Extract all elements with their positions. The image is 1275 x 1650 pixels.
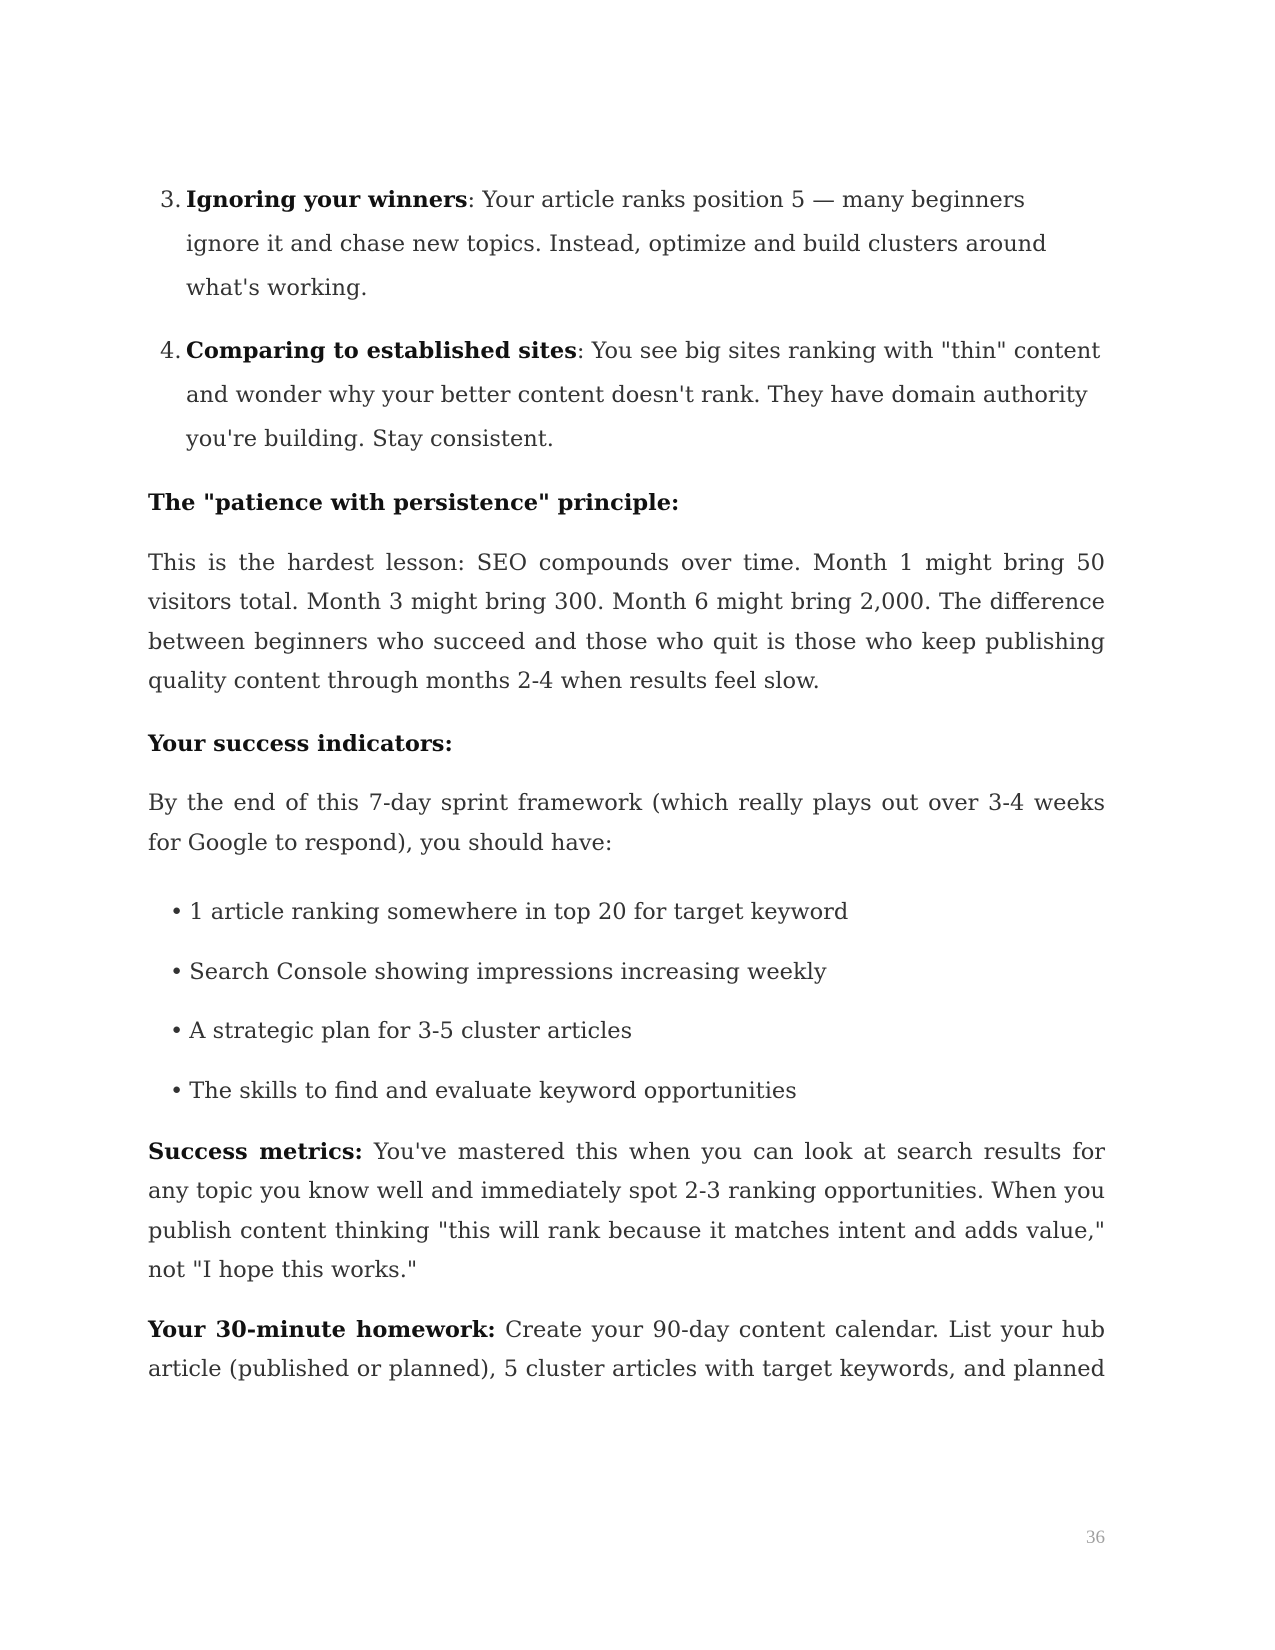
document-page xyxy=(148,178,1105,1410)
success-metrics-paragraph xyxy=(148,1133,1105,1291)
success-metrics-label: Success metrics: xyxy=(148,1138,363,1165)
list-item-text: A strategic plan for 3-5 cluster articles xyxy=(189,1018,633,1044)
success-indicators-intro: By the end of this 7-day sprint framework (which really plays out over 3-4 weeks for Google to respond), you should have: xyxy=(148,790,1105,856)
homework-paragraph xyxy=(148,1311,1105,1390)
list-item xyxy=(170,1072,1105,1111)
bullet-icon: • xyxy=(170,1018,184,1044)
list-item-text: : You see big sites ranking with "thin" content and wonder why your better content doesn't rank. They have domain authority you're building. Stay consistent. xyxy=(186,338,1101,452)
mistakes-list xyxy=(148,178,1105,461)
list-item xyxy=(160,178,1105,310)
success-metrics-text: You've mastered this when you can look at search results for any topic you know well and immediately spot 2-3 ranking opportunities. When you publish content thinking "this will rank because it matches intent and adds value," not "I hope this works." xyxy=(148,1138,1105,1283)
list-item-title: Comparing to established sites xyxy=(186,338,577,364)
list-number: 3. xyxy=(160,187,182,213)
list-item xyxy=(170,893,1105,932)
bullet-icon: • xyxy=(170,899,184,925)
bullet-icon: • xyxy=(170,958,184,985)
list-item-title: Ignoring your winners xyxy=(186,187,468,213)
list-item xyxy=(170,953,1105,992)
list-item-text: The skills to find and evaluate keyword opportunities xyxy=(189,1077,797,1104)
list-item-text: Search Console showing impressions increasing weekly xyxy=(189,958,827,985)
list-item-text: 1 article ranking somewhere in top 20 for target keyword xyxy=(189,899,849,925)
list-number: 4. xyxy=(160,338,182,364)
list-item-text: : Your article ranks position 5 — many beginners ignore it and chase new topics. Instead, optimize and build clusters around what's working. xyxy=(186,187,1047,301)
patience-paragraph: This is the hardest lesson: SEO compounds over time. Month 1 might bring 50 visitors total. Month 3 might bring 300. Month 6 might bring 2,000. The difference between beginners who succeed and those who quit is those who keep publishing quality content through months 2-4 when results feel slow. xyxy=(148,549,1105,694)
list-item xyxy=(170,1012,1105,1051)
page-number: 36 xyxy=(1086,1527,1105,1548)
success-indicators-list xyxy=(148,893,1105,1111)
bullet-icon: • xyxy=(170,1077,184,1104)
list-item xyxy=(160,329,1105,461)
homework-text: Create your 90-day content calendar. List your hub article (published or planned), 5 cluster articles with target keywords, and planned xyxy=(148,1316,1105,1382)
patience-heading: The "patience with persistence" principle: xyxy=(148,490,680,516)
homework-label: Your 30-minute homework: xyxy=(148,1316,496,1343)
success-indicators-heading: Your success indicators: xyxy=(148,730,453,757)
